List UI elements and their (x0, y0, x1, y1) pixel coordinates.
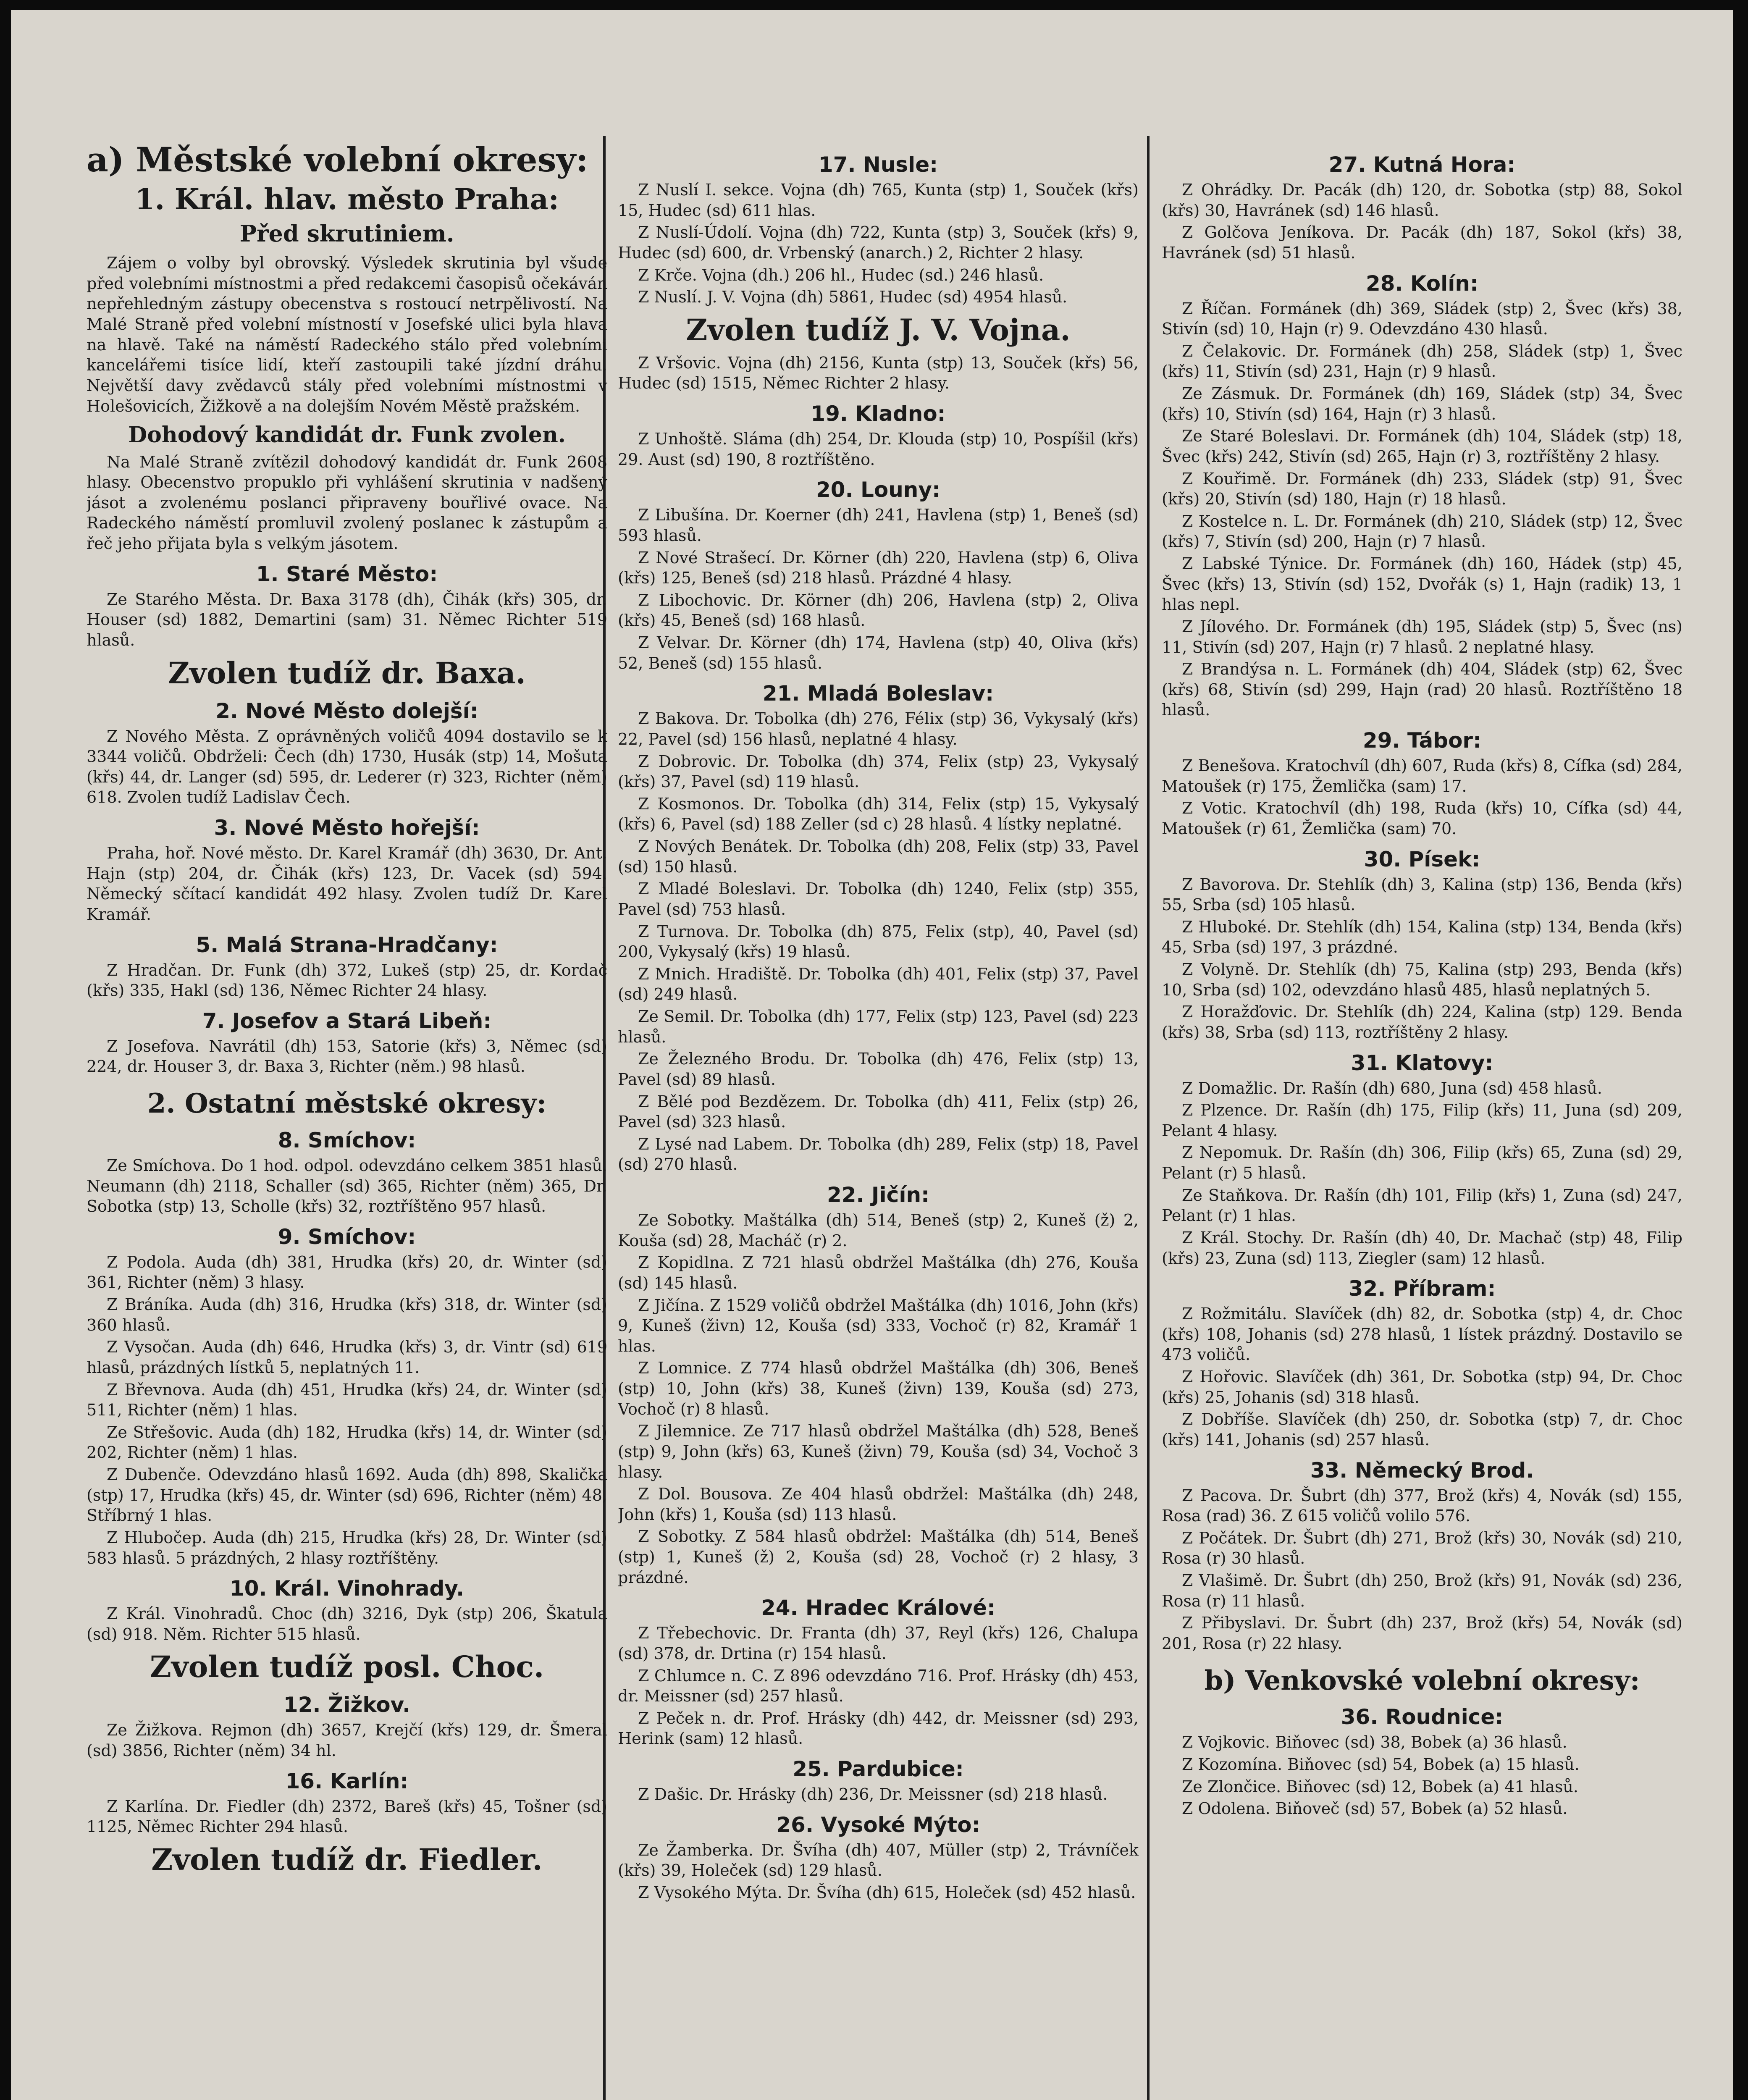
district-heading: 9. Smíchov: (278, 1224, 416, 1249)
result-entry: Z Hořovic. Slavíček (dh) 361, Dr. Sobotka (stp) 94, Dr. Choc (křs) 25, Johanis (sd) 318 hlasů. (1162, 1368, 1682, 1407)
result-entry: Z Chlumce n. C. Z 896 odevzdáno 716. Prof. Hrásky (dh) 453, dr. Meissner (sd) 257 hlasů. (618, 1666, 1139, 1706)
result-entry: Ze Žamberka. Dr. Švíha (dh) 407, Müller (stp) 2, Trávníček (křs) 39, Holeček (sd) 129 hlasů. (618, 1840, 1139, 1880)
district-heading: 2. Nové Město dolejší: (215, 698, 478, 723)
result-entry: Z Sobotky. Z 584 hlasů obdržel: Maštálka (dh) 514, Beneš (stp) 1, Kuneš (ž) 2, Kouša (sd) 28, Vochoč (r) 2 hlasy, 3 prázdné. (618, 1527, 1139, 1587)
result-entry: Praha, hoř. Nové město. Dr. Karel Kramář (dh) 3630, Dr. Ant. Hajn (stp) 204, dr. Čihák (křs) 123, Dr. Vacek (sd) 594. Německý sčítací kandidát 492 hlasy. Zvolen tudíž Dr. Karel Kramář. (87, 844, 607, 924)
result-entry: Z Krče. Vojna (dh.) 206 hl., Hudec (sd.) 246 hlasů. (638, 265, 1044, 284)
result-entry: Z Jičína. Z 1529 voličů obdržel Maštálka (dh) 1016, John (křs) 9, Kuneš (živn) 12, Kouša (sd) 333, Vochoč (r) 82, Kramář 1 hlas. (618, 1296, 1139, 1355)
result-entry: Ze Staňkova. Dr. Rašín (dh) 101, Filip (křs) 1, Zuna (sd) 247, Pelant (r) 1 hlas. (1162, 1186, 1682, 1225)
district-heading: 25. Pardubice: (793, 1757, 964, 1781)
result-entry: Z Unhoště. Sláma (dh) 254, Dr. Klouda (stp) 10, Pospíšil (křs) 29. Aust (sd) 190, 8 roztříštěno. (618, 430, 1139, 469)
district-heading: 30. Písek: (1364, 847, 1480, 872)
elected-heading: Zvolen tudíž J. V. Vojna. (686, 312, 1071, 347)
column-3 (1162, 144, 1682, 2100)
result-entry: Z Vysokého Mýta. Dr. Švíha (dh) 615, Holeček (sd) 452 hlasů. (638, 1883, 1136, 1902)
result-entry: Ze Starého Města. Dr. Baxa 3178 (dh), Čihák (křs) 305, dr. Houser (sd) 1882, Demartini (sam) 31. Němec Richter 519 hlasů. (87, 590, 607, 649)
result-entry: Z Král. Vinohradů. Choc (dh) 3216, Dyk (stp) 206, Škatula (sd) 918. Něm. Richter 515 hlasů. (87, 1604, 607, 1643)
result-entry: Ze Žižkova. Rejmon (dh) 3657, Krejčí (křs) 129, dr. Šmeral (sd) 3856, Richter (něm) 34 hl. (87, 1721, 607, 1760)
result-entry: Z Čelakovic. Dr. Formánek (dh) 258, Sládek (stp) 1, Švec (křs) 11, Stivín (sd) 231, Hajn (r) 9 hlasů. (1162, 341, 1682, 381)
district-heading: 8. Smíchov: (278, 1128, 416, 1152)
result-entry: Z Votic. Kratochvíl (dh) 198, Ruda (křs) 10, Cífka (sd) 44, Matoušek (r) 61, Žemlička (sam) 70. (1162, 799, 1682, 838)
result-entry: Z Libochovic. Dr. Körner (dh) 206, Havlena (stp) 2, Oliva (křs) 45, Beneš (sd) 168 hlasů. (618, 591, 1139, 630)
paragraph: Na Malé Straně zvítězil dohodový kandidát dr. Funk 2608 hlasy. Obecenstvo propuklo při vyhlášení skrutinia v nadšený jásot a zvolenému poslanci připraveny bouřlivé ovace. Na Radeckého náměstí promluvil zvolený poslanec k zástupům a řeč jeho přijata byla s velkým jásotem. (87, 452, 607, 553)
result-entry: Z Král. Stochy. Dr. Rašín (dh) 40, Dr. Machač (stp) 48, Filip (křs) 23, Zuna (sd) 113, Ziegler (sam) 12 hlasů. (1162, 1228, 1682, 1268)
column-2 (618, 144, 1139, 2100)
result-entry: Z Peček n. dr. Prof. Hrásky (dh) 442, dr. Meissner (sd) 293, Herink (sam) 12 hlasů. (618, 1709, 1139, 1748)
district-heading: 19. Kladno: (811, 402, 946, 426)
result-entry: Z Nepomuk. Dr. Rašín (dh) 306, Filip (křs) 65, Zuna (sd) 29, Pelant (r) 5 hlasů. (1162, 1143, 1682, 1182)
result-entry: Z Přibyslavi. Dr. Šubrt (dh) 237, Brož (křs) 54, Novák (sd) 201, Rosa (r) 22 hlasy. (1162, 1614, 1682, 1653)
district-heading: 32. Příbram: (1348, 1276, 1496, 1301)
result-entry: Z Kostelce n. L. Dr. Formánek (dh) 210, Sládek (stp) 12, Švec (křs) 7, Stivín (sd) 200, Hajn (r) 7 hlasů. (1162, 512, 1682, 551)
result-entry: Z Lomnice. Z 774 hlasů obdržel Maštálka (dh) 306, Beneš (stp) 10, John (křs) 38, Kuneš (živn) 139, Kouša (sd) 273, Vochoč (r) 8 hlasů. (618, 1359, 1139, 1418)
district-heading: 24. Hradec Králové: (761, 1596, 996, 1620)
result-entry: Z Labské Týnice. Dr. Formánek (dh) 160, Hádek (stp) 45, Švec (křs) 13, Stivín (sd) 152, Dvořák (s) 1, Hajn (radik) 13, 1 hlas nepl. (1162, 554, 1682, 614)
result-entry: Z Kosmonos. Dr. Tobolka (dh) 314, Felix (stp) 15, Vykysalý (křs) 6, Pavel (sd) 188 Zeller (sd c) 28 hlasů. 4 lístky neplatné. (618, 794, 1139, 834)
district-heading: 20. Louny: (816, 478, 940, 502)
result-entry: Ze Smíchova. Do 1 hod. odpol. odevzdáno celkem 3851 hlasů. Neumann (dh) 2118, Schaller (sd) 365, Richter (něm) 365, Dr. Sobotka (stp) 13, Scholle (křs) 32, roztříštěno 957 hlasů. (87, 1156, 607, 1216)
result-entry: Z Domažlic. Dr. Rašín (dh) 680, Juna (sd) 458 hlasů. (1182, 1079, 1602, 1097)
result-entry: Z Brandýsa n. L. Formánek (dh) 404, Sládek (stp) 62, Švec (křs) 68, Stivín (sd) 299, Hajn (rad) 20 hlasů. Roztříštěno 18 hlasů. (1162, 660, 1682, 719)
result-entry: Z Vojkovic. Biňovec (sd) 38, Bobek (a) 36 hlasů. (1182, 1733, 1567, 1752)
result-entry: Z Lysé nad Labem. Dr. Tobolka (dh) 289, Felix (stp) 18, Pavel (sd) 270 hlasů. (618, 1134, 1139, 1174)
result-entry: Z Ohrádky. Dr. Pacák (dh) 120, dr. Sobotka (stp) 88, Sokol (křs) 30, Havránek (sd) 146 hlasů. (1162, 181, 1682, 220)
result-entry: Z Libušína. Dr. Koerner (dh) 241, Havlena (stp) 1, Beneš (sd) 593 hlasů. (618, 506, 1139, 545)
result-entry: Z Třebechovic. Dr. Franta (dh) 37, Reyl (křs) 126, Chalupa (sd) 378, dr. Drtina (r) 154 hlasů. (618, 1624, 1139, 1663)
result-entry: Z Nových Benátek. Dr. Tobolka (dh) 208, Felix (stp) 33, Pavel (sd) 150 hlasů. (618, 837, 1139, 876)
district-heading: 27. Kutná Hora: (1328, 152, 1516, 177)
result-entry: Z Kouřimě. Dr. Formánek (dh) 233, Sládek (stp) 91, Švec (křs) 20, Stivín (sd) 180, Hajn (r) 18 hlasů. (1162, 469, 1682, 509)
result-entry: Z Mladé Boleslavi. Dr. Tobolka (dh) 1240, Felix (stp) 355, Pavel (sd) 753 hlasů. (618, 879, 1139, 919)
district-heading: 7. Josefov a Stará Libeň: (202, 1008, 492, 1033)
result-entry: Z Hradčan. Dr. Funk (dh) 372, Lukeš (stp) 25, dr. Kordač (křs) 335, Hakl (sd) 136, Němec Richter 24 hlasy. (87, 961, 607, 1000)
elected-heading: Zvolen tudíž dr. Fiedler. (151, 1842, 543, 1877)
result-entry: Ze Staré Boleslavi. Dr. Formánek (dh) 104, Sládek (stp) 18, Švec (křs) 242, Stivín (sd) 265, Hajn (r) 3, roztříštěny 2 hlasy. (1162, 427, 1682, 466)
paragraph: Zájem o volby byl obrovský. Výsledek skrutinia byl všude před volebními místnostmi a před redakcemi časopisů očekáván nepřehledným zástupy obecenstva s rostoucí netrpělivostí. Na Malé Straně před volební místností v Josefské ulici byla hlava na hlavě. Také na náměstí Radeckého stálo před volebními kancelářemi tisíce lidí, kteří zastoupili také jízdní dráhu. Největší davy zvědavců stály před volebními místnostmi v Holešovicích, Žižkově a na dolejším Novém Městě pražském. (87, 254, 607, 415)
result-entry: Z Pacova. Dr. Šubrt (dh) 377, Brož (křs) 4, Novák (sd) 155, Rosa (rad) 36. Z 615 voličů volilo 576. (1162, 1486, 1682, 1525)
column-rule (1147, 136, 1150, 2100)
district-heading: 21. Mladá Boleslav: (762, 681, 994, 706)
district-heading: 36. Roudnice: (1341, 1705, 1504, 1730)
result-entry: Z Podola. Auda (dh) 381, Hrudka (křs) 20, dr. Winter (sd) 361, Richter (něm) 3 hlasy. (87, 1252, 607, 1292)
result-entry: Z Turnova. Dr. Tobolka (dh) 875, Felix (stp), 40, Pavel (sd) 200, Vykysalý (křs) 19 hlasů. (618, 922, 1139, 961)
result-entry: Z Počátek. Dr. Šubrt (dh) 271, Brož (křs) 30, Novák (sd) 210, Rosa (r) 30 hlasů. (1162, 1528, 1682, 1568)
result-entry: Z Dašic. Dr. Hrásky (dh) 236, Dr. Meissner (sd) 218 hlasů. (638, 1785, 1108, 1803)
result-entry: Z Plzence. Dr. Rašín (dh) 175, Filip (křs) 11, Juna (sd) 209, Pelant 4 hlasy. (1162, 1101, 1682, 1140)
result-entry: Z Hluboké. Dr. Stehlík (dh) 154, Kalina (stp) 134, Benda (křs) 45, Srba (sd) 197, 3 prázdné. (1162, 917, 1682, 957)
district-heading: 26. Vysoké Mýto: (776, 1812, 980, 1837)
result-entry: Z Nové Strašecí. Dr. Körner (dh) 220, Havlena (stp) 6, Oliva (křs) 125, Beneš (sd) 218 hlasů. Prázdné 4 hlasy. (618, 548, 1139, 588)
result-entry: Z Bavorova. Dr. Stehlík (dh) 3, Kalina (stp) 136, Benda (křs) 55, Srba (sd) 105 hlasů. (1162, 875, 1682, 914)
result-entry: Ze Semil. Dr. Tobolka (dh) 177, Felix (stp) 123, Pavel (sd) 223 hlasů. (618, 1007, 1139, 1046)
result-entry: Ze Zásmuk. Dr. Formánek (dh) 169, Sládek (stp) 34, Švec (křs) 10, Stivín (sd) 164, Hajn (r) 3 hlasů. (1162, 384, 1682, 423)
result-entry: Z Mnich. Hradiště. Dr. Tobolka (dh) 401, Felix (stp) 37, Pavel (sd) 249 hlasů. (618, 964, 1139, 1004)
result-entry: Z Nuslí-Údolí. Vojna (dh) 722, Kunta (stp) 3, Souček (křs) 9, Hudec (sd) 600, dr. Vrbenský (anarch.) 2, Richter 2 hlasy. (618, 223, 1139, 262)
district-heading: 3. Nové Město hořejší: (214, 816, 480, 840)
district-heading: 10. Král. Vinohrady. (229, 1576, 465, 1601)
result-entry: Z Volyně. Dr. Stehlík (dh) 75, Kalina (stp) 293, Benda (křs) 10, Srba (sd) 102, odevzdáno hlasů 485, hlasů neplatných 5. (1162, 960, 1682, 999)
result-entry: Z Horažďovic. Dr. Stehlík (dh) 224, Kalina (stp) 129. Benda (křs) 38, Srba (sd) 113, roztříštěny 2 hlasy. (1162, 1003, 1682, 1042)
result-entry: Z Dol. Bousova. Ze 404 hlasů obdržel: Maštálka (dh) 248, John (křs) 1, Kouša (sd) 113 hlasů. (618, 1485, 1139, 1524)
newspaper-page (11, 10, 1733, 2100)
district-heading: 5. Malá Strana-Hradčany: (196, 932, 498, 957)
district-heading: 16. Karlín: (285, 1769, 409, 1793)
elected-heading: Zvolen tudíž posl. Choc. (150, 1649, 544, 1685)
heading: Dohodový kandidát dr. Funk zvolen. (128, 422, 566, 448)
district-heading: 33. Německý Brod. (1310, 1458, 1534, 1483)
result-entry: Z Hlubočep. Auda (dh) 215, Hrudka (křs) 28, Dr. Winter (sd) 583 hlasů. 5 prázdných, 2 hlasy roztříštěny. (87, 1528, 607, 1567)
result-entry: Z Vršovic. Vojna (dh) 2156, Kunta (stp) 13, Souček (křs) 56, Hudec (sd) 1515, Němec Richter 2 hlasy. (618, 353, 1139, 393)
result-entry: Z Dobříše. Slavíček (dh) 250, dr. Sobotka (stp) 7, dr. Choc (křs) 141, Johanis (sd) 257 hlasů. (1162, 1410, 1682, 1449)
result-entry: Z Josefova. Navrátil (dh) 153, Satorie (křs) 3, Němec (sd) 224, dr. Houser 3, dr. Baxa 3, Richter (něm.) 98 hlasů. (87, 1037, 607, 1076)
result-entry: Ze Železného Brodu. Dr. Tobolka (dh) 476, Felix (stp) 13, Pavel (sd) 89 hlasů. (618, 1050, 1139, 1089)
result-entry: Z Vlašimě. Dr. Šubrt (dh) 250, Brož (křs) 91, Novák (sd) 236, Rosa (r) 11 hlasů. (1162, 1571, 1682, 1610)
district-heading: 1. Staré Město: (256, 562, 438, 586)
result-entry: Ze Střešovic. Auda (dh) 182, Hrudka (křs) 14, dr. Winter (sd) 202, Richter (něm) 1 hlas. (87, 1423, 607, 1462)
result-entry: Ze Sobotky. Maštálka (dh) 514, Beneš (stp) 2, Kuneš (ž) 2, Kouša (sd) 28, Macháč (r) 2. (618, 1211, 1139, 1250)
result-entry: Z Bělé pod Bezdězem. Dr. Tobolka (dh) 411, Felix (stp) 26, Pavel (sd) 323 hlasů. (618, 1092, 1139, 1131)
result-entry: Z Nuslí. J. V. Vojna (dh) 5861, Hudec (sd) 4954 hlasů. (638, 288, 1068, 307)
result-entry: Z Říčan. Formánek (dh) 369, Sládek (stp) 2, Švec (křs) 38, Stivín (sd) 10, Hajn (r) 9. Odevzdáno 430 hlasů. (1162, 299, 1682, 339)
district-heading: 12. Žižkov. (283, 1693, 411, 1717)
column-1 (87, 136, 607, 2100)
result-entry: Z Bakova. Dr. Tobolka (dh) 276, Félix (stp) 36, Vykysalý (křs) 22, Pavel (sd) 156 hlasů, neplatné 4 hlasy. (618, 709, 1139, 748)
result-entry: Z Nového Města. Z oprávněných voličů 4094 dostavilo se k 3344 voličů. Obdrželi: Čech (dh) 1730, Husák (stp) 14, Mošuta (křs) 44, dr. Langer (sd) 595, dr. Lederer (r) 323, Richter (něm) 618. Zvolen tudíž Ladislav Čech. (87, 727, 607, 807)
result-entry: Z Kopidlna. Z 721 hlasů obdržel Maštálka (dh) 276, Kouša (sd) 145 hlasů. (618, 1253, 1139, 1292)
result-entry: Z Jílového. Dr. Formánek (dh) 195, Sládek (stp) 5, Švec (ns) 11, Stivín (sd) 207, Hajn (r) 7 hlasů. 2 neplatné hlasy. (1162, 617, 1682, 656)
section-title: a) Městské volební okresy: (87, 140, 588, 179)
result-entry: Z Břevnova. Auda (dh) 451, Hrudka (křs) 24, dr. Winter (sd) 511, Richter (něm) 1 hlas. (87, 1380, 607, 1420)
elected-heading: Zvolen tudíž dr. Baxa. (168, 655, 526, 690)
result-entry: Z Kozomína. Biňovec (sd) 54, Bobek (a) 15 hlasů. (1182, 1755, 1580, 1774)
result-entry: Z Benešova. Kratochvíl (dh) 607, Ruda (křs) 8, Cífka (sd) 284, Matoušek (r) 175, Žemlička (sam) 17. (1162, 756, 1682, 795)
result-entry: Z Karlína. Dr. Fiedler (dh) 2372, Bareš (křs) 45, Tošner (sd) 1125, Němec Richter 294 hlasů. (87, 1797, 607, 1836)
result-entry: Z Golčova Jeníkova. Dr. Pacák (dh) 187, Sokol (křs) 38, Havránek (sd) 51 hlasů. (1162, 223, 1682, 262)
heading: Před skrutiniem. (239, 220, 454, 247)
subsection-title: 2. Ostatní městské okresy: (147, 1088, 547, 1120)
district-heading: 22. Jičín: (827, 1183, 930, 1207)
result-entry: Ze Zlončice. Biňovec (sd) 12, Bobek (a) 41 hlasů. (1182, 1777, 1578, 1796)
district-heading: 17. Nusle: (818, 152, 938, 177)
district-heading: 29. Tábor: (1362, 728, 1482, 753)
result-entry: Z Vysočan. Auda (dh) 646, Hrudka (křs) 3, dr. Vintr (sd) 619 hlasů, prázdných lístků 5, neplatných 11. (87, 1338, 607, 1377)
district-heading: 28. Kolín: (1365, 271, 1479, 296)
result-entry: Z Jilemnice. Ze 717 hlasů obdržel Maštálka (dh) 528, Beneš (stp) 9, John (křs) 63, Kuneš (živn) 79, Kouša (sd) 34, Vochoč 3 hlasy. (618, 1422, 1139, 1481)
district-heading: 31. Klatovy: (1351, 1050, 1493, 1075)
result-entry: Z Rožmitálu. Slavíček (dh) 82, dr. Sobotka (stp) 4, dr. Choc (křs) 108, Johanis (sd) 278 hlasů, 1 lístek prázdný. Dostavilo se 473 voličů. (1162, 1305, 1682, 1364)
subsection-title: 1. Král. hlav. město Praha: (135, 183, 559, 216)
result-entry: Z Odolena. Biňoveč (sd) 57, Bobek (a) 52 hlasů. (1182, 1799, 1568, 1818)
result-entry: Z Dobrovic. Dr. Tobolka (dh) 374, Felix (stp) 23, Vykysalý (křs) 37, Pavel (sd) 119 hlasů. (618, 752, 1139, 791)
result-entry: Z Dubenče. Odevzdáno hlasů 1692. Auda (dh) 898, Skalička (stp) 17, Hrudka (křs) 45, dr. Winter (sd) 696, Richter (něm) 48, Stříbrný 1 hlas. (87, 1465, 607, 1525)
result-entry: Z Bráníka. Auda (dh) 316, Hrudka (křs) 318, dr. Winter (sd) 360 hlasů. (87, 1295, 607, 1334)
result-entry: Z Nuslí I. sekce. Vojna (dh) 765, Kunta (stp) 1, Souček (křs) 15, Hudec (sd) 611 hlas. (618, 181, 1139, 220)
section-title: b) Venkovské volební okresy: (1204, 1664, 1640, 1696)
result-entry: Z Velvar. Dr. Körner (dh) 174, Havlena (stp) 40, Oliva (křs) 52, Beneš (sd) 155 hlasů. (618, 633, 1139, 672)
